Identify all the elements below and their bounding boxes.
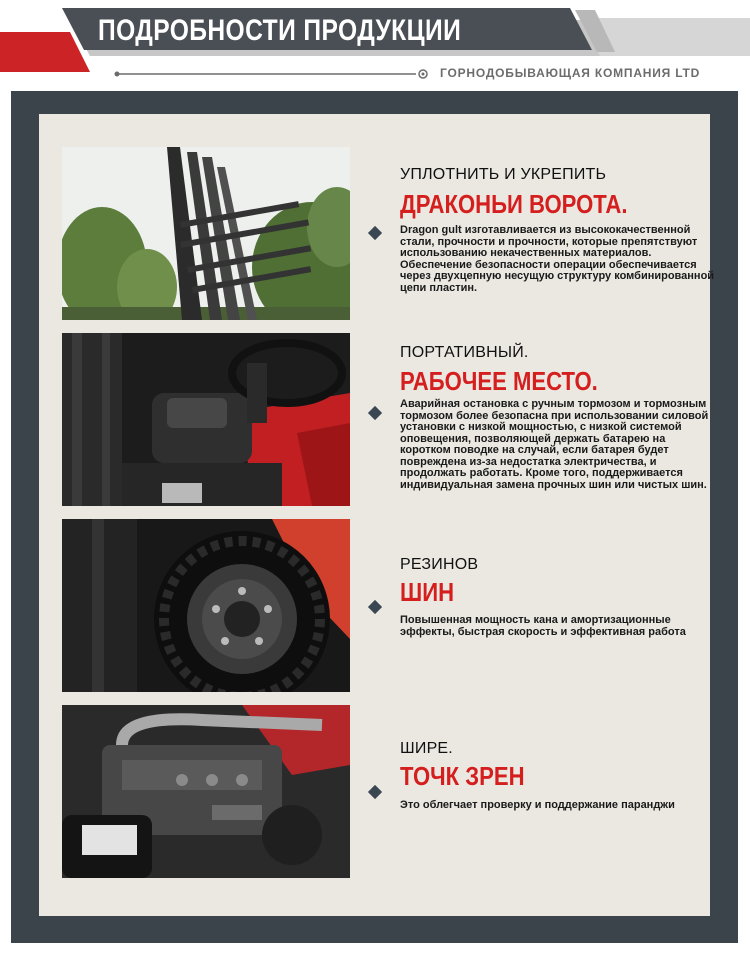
feature-description: Повышенная мощность кана и амортизационные эффекты, быстрая скорость и эффективная работа <box>400 614 686 638</box>
feature-title-line2: ДРАКОНЬИ ВОРОТА. <box>400 189 628 219</box>
tyre-photo <box>62 519 350 692</box>
feature-title-line2: ШИН <box>400 577 455 607</box>
feature-title-line2: РАБОЧЕЕ МЕСТО. <box>400 366 598 396</box>
feature-description: Это облегчает проверку и поддержание паранджи <box>400 799 675 811</box>
feature-title-line1: ПОРТАТИВНЫЙ. <box>400 344 529 361</box>
feature-title-line1: РЕЗИНОВ <box>400 556 479 573</box>
engine-photo <box>62 705 350 878</box>
page-header <box>0 0 750 90</box>
page-title: ПОДРОБНОСТИ ПРОДУКЦИИ <box>98 14 462 47</box>
feature-title-line1: ШИРЕ. <box>400 740 453 757</box>
mast-photo <box>62 147 350 320</box>
feature-description: Аварийная остановка с ручным тормозом и тормозным тормозом более безопасна при использовании силовой установки с низкой мощностью, с низкой системой оповещения, позволяющей держать батарею на коротком поводке на случай, если батарея будет повреждена из-за недостатка электричества, и продолжать работать. Кроме того, поддерживается индивидуальная замена прочных шин или чистых шин. <box>400 398 709 491</box>
company-name: ГОРНОДОБЫВАЮЩАЯ КОМПАНИЯ LTD <box>440 66 701 80</box>
feature-title-line1: УПЛОТНИТЬ И УКРЕПИТЬ <box>400 166 607 183</box>
feature-title-line2: ТОЧК ЗРЕН <box>400 761 525 791</box>
feature-description: Dragon gult изготавливается из высококачественной стали, прочности и прочности, которые препятствуют использованию некачественных материалов. Обеспечение безопасности операции обеспечивается через двухцепную несущую структуру комбинированной цепи пластин. <box>400 224 715 294</box>
cabin-photo <box>62 333 350 506</box>
